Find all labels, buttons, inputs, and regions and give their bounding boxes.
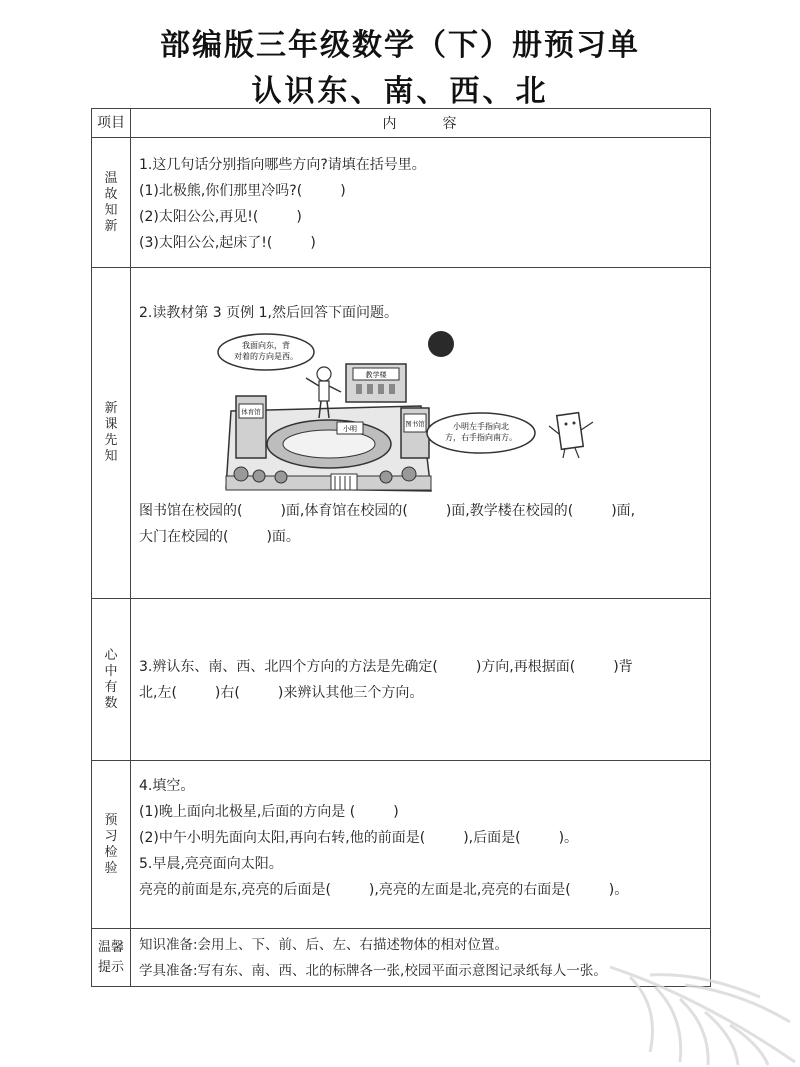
question-1-b: (2)太阳公公,再见!( ): [139, 209, 302, 225]
header-content: [131, 109, 711, 138]
tip-materials: 学具准备:写有东、南、西、北的标牌各一张,校园平面示意图记录纸每人一张。: [139, 962, 607, 979]
speech-bubble-right-line2: 方，右手指向南方。: [445, 433, 517, 442]
section-preview: [92, 268, 711, 599]
question-1-c: (3)太阳公公,起床了!( ): [139, 235, 316, 251]
worksheet-table: [91, 108, 711, 987]
table-header-row: [92, 109, 711, 138]
question-5: 5.早晨,亮亮面向太阳。: [139, 856, 283, 872]
book-character: [557, 413, 584, 450]
section-content-review: [131, 138, 711, 268]
xiaoming-head: [317, 367, 331, 381]
section-content-understanding: [131, 599, 711, 761]
sun-icon: [428, 331, 454, 357]
speech-bubble-left-line1: 我面向东，背: [242, 341, 290, 350]
section-review: [92, 138, 711, 268]
library-sign: 图书馆: [405, 420, 425, 428]
question-4-1: (1)晚上面向北极星,后面的方向是 ( ): [139, 804, 399, 820]
gym-sign: 体育馆: [241, 408, 261, 416]
xiaoming-sign: 小明: [343, 425, 357, 433]
section-check: [92, 761, 711, 929]
section-label-review: 温 故 知 新: [92, 138, 131, 268]
question-5-fill: 亮亮的前面是东,亮亮的后面是( ),亮亮的左面是北,亮亮的右面是( )。: [139, 882, 629, 898]
header-item: 项目: [92, 109, 131, 138]
section-label-check: 预 习 检 验: [92, 761, 131, 929]
fill-line-2: 大门在校园的( )面。: [139, 529, 300, 545]
feather-watermark: [590, 957, 800, 1067]
fill-line-1: 图书馆在校园的( )面,体育馆在校园的( )面,教学楼在校园的( )面,: [139, 503, 636, 519]
header-content-char: 内: [382, 116, 399, 132]
worksheet-title: 部编版三年级数学（下）册预习单: [160, 28, 640, 63]
section-label-preview: 新 课 先 知: [92, 268, 131, 599]
campus-illustration: [131, 326, 710, 496]
lesson-title: 认识东、南、西、北: [251, 74, 549, 109]
question-4-2: (2)中午小明先面向太阳,再向右转,他的前面是( ),后面是( )。: [139, 830, 579, 846]
question-1-a: (1)北极熊,你们那里冷吗?( ): [139, 183, 346, 199]
tip-knowledge: 知识准备:会用上、下、前、后、左、右描述物体的相对位置。: [139, 936, 509, 953]
speech-bubble-right-line1: 小明左手指向北: [453, 422, 509, 431]
section-label-tips: 温馨 提示: [92, 929, 131, 987]
question-2: 2.读教材第 3 页例 1,然后回答下面问题。: [139, 305, 398, 321]
header-content-char: 容: [442, 116, 459, 132]
question-3-line2: 北,左( )右( )来辨认其他三个方向。: [139, 684, 424, 701]
section-content-preview: [131, 268, 711, 599]
question-4: 4.填空。: [139, 778, 195, 794]
campus-map-image: [131, 326, 711, 498]
speech-bubble-left-line2: 对着的方向是西。: [234, 352, 298, 361]
question-1: 1.这几句话分别指向哪些方向?请填在括号里。: [139, 157, 426, 173]
question-3-line1: 3.辨认东、南、西、北四个方向的方法是先确定( )方向,再根据面( )背: [139, 658, 633, 675]
section-content-check: [131, 761, 711, 929]
teaching-building-sign: 教学楼: [365, 371, 387, 379]
section-understanding: [92, 599, 711, 761]
section-label-understanding: 心 中 有 数: [92, 599, 131, 761]
